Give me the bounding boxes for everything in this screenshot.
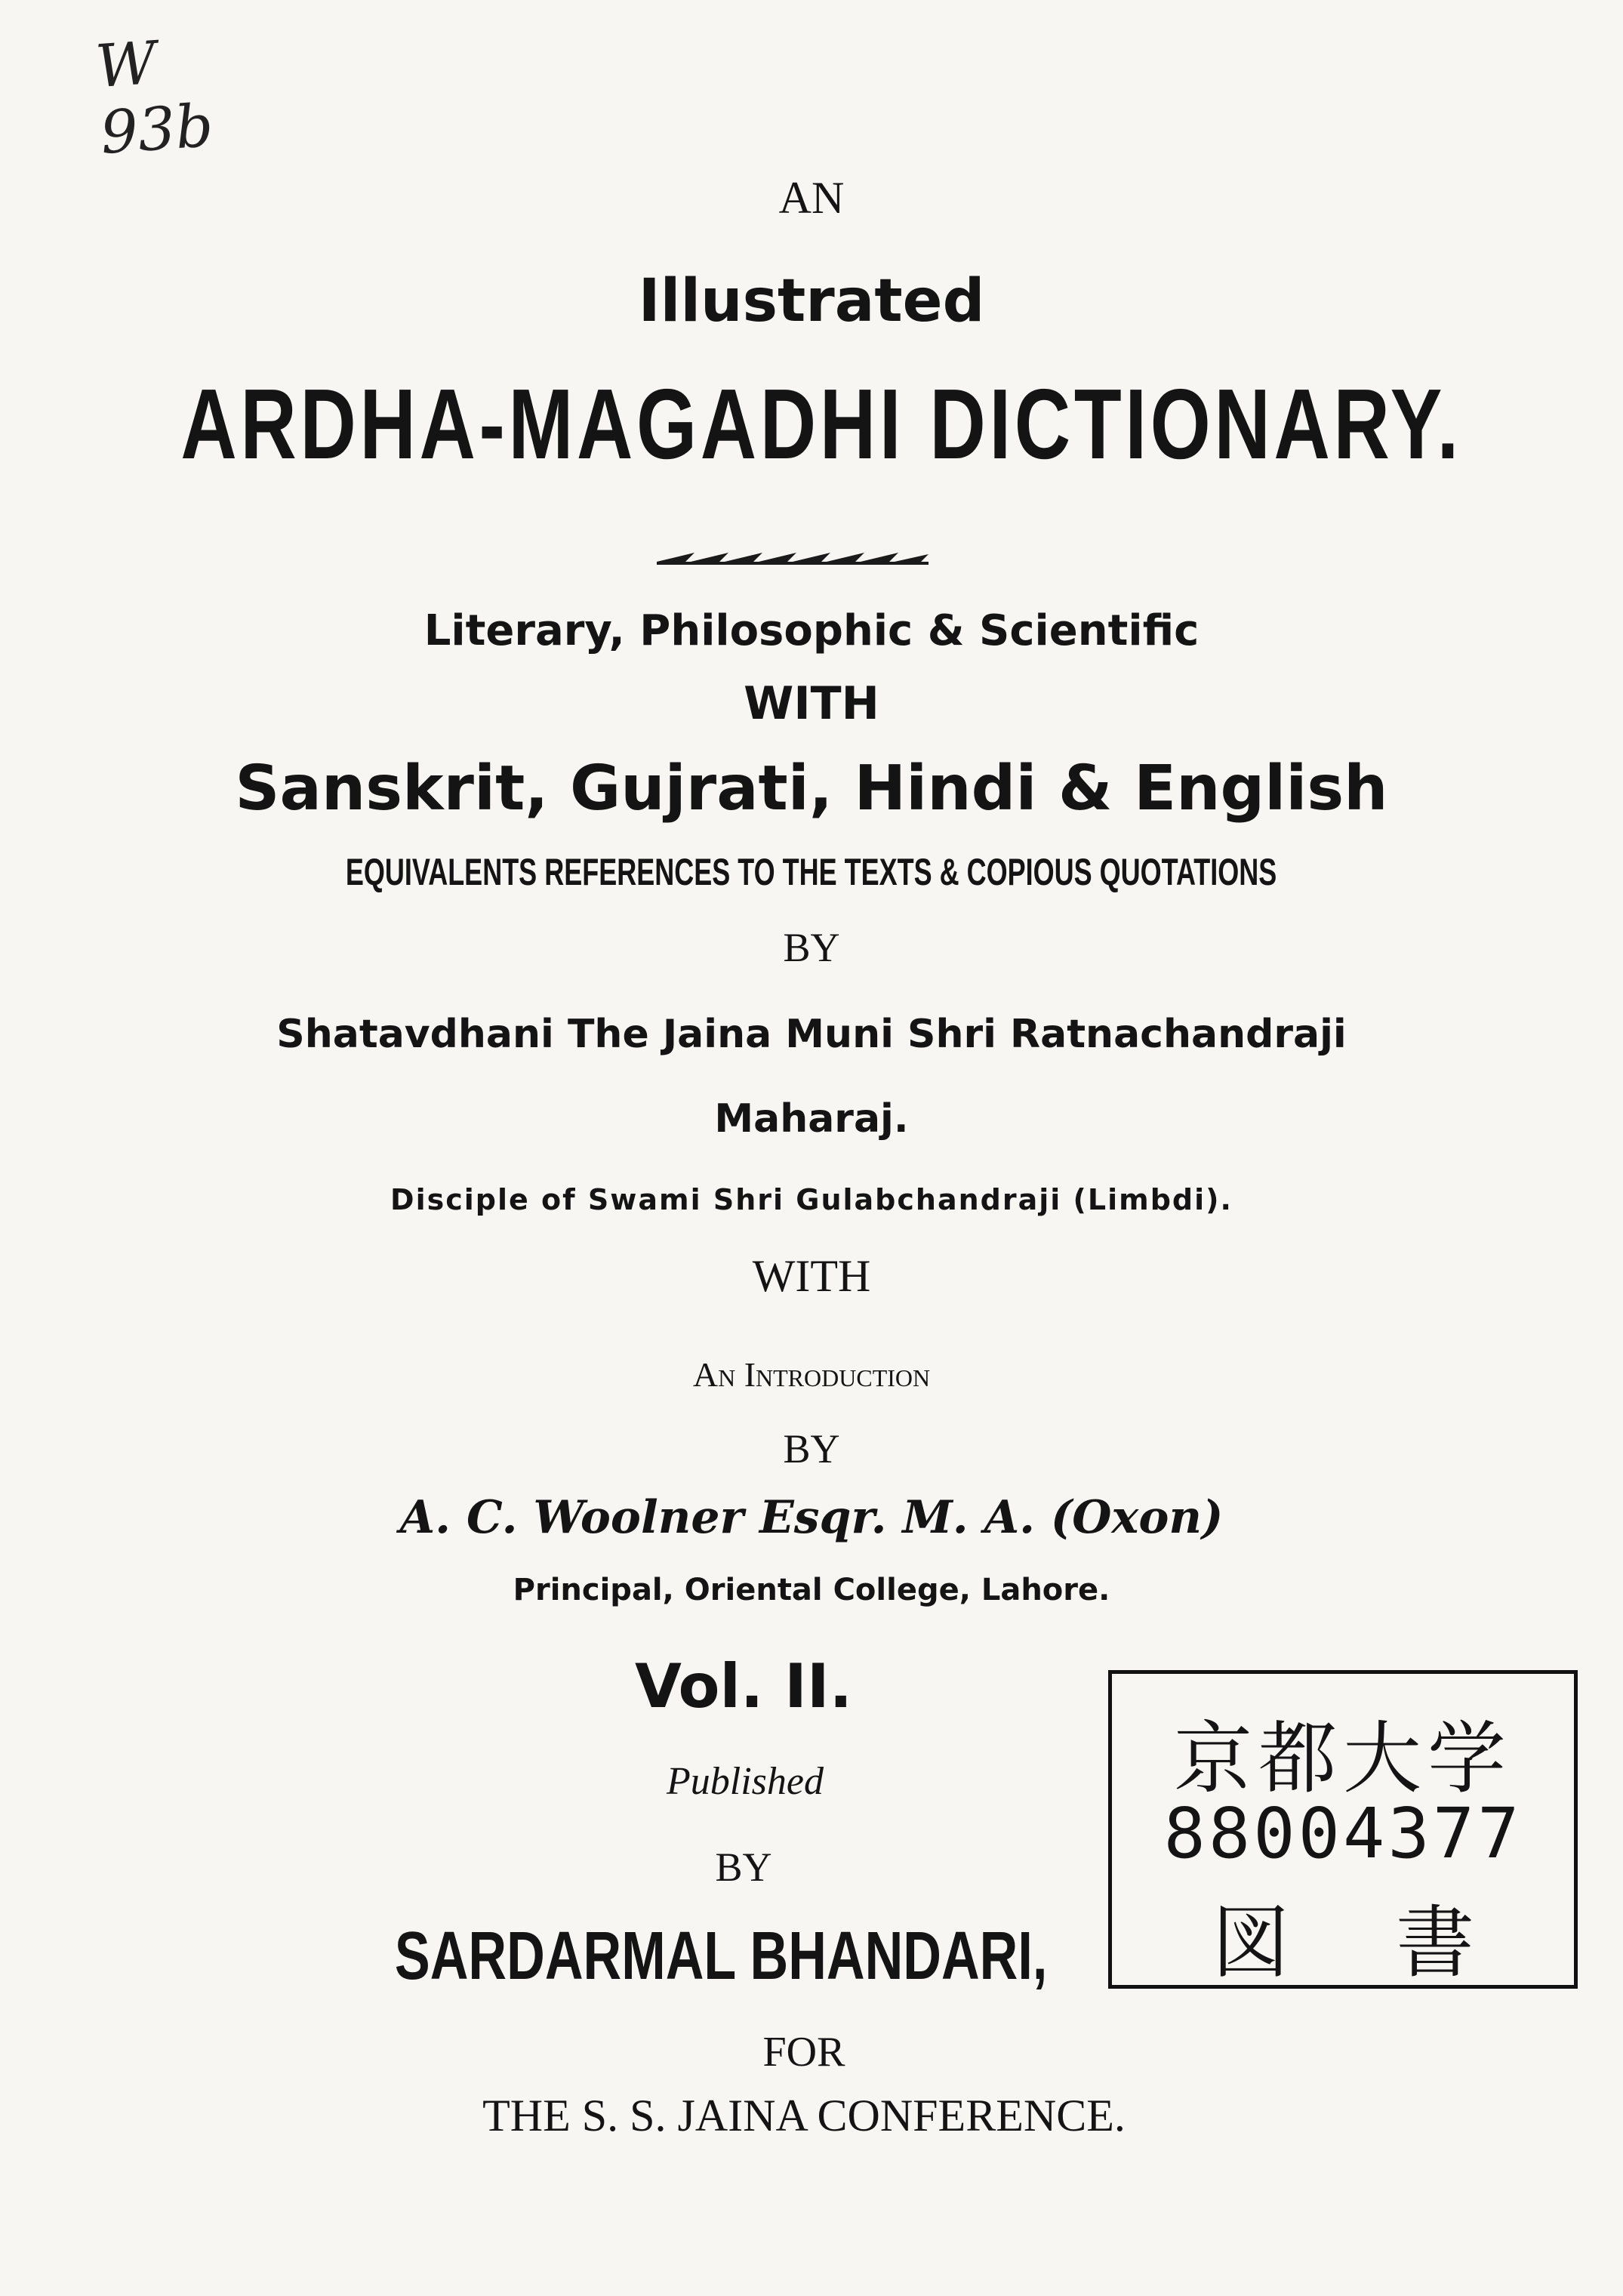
ornament-divider-icon [649,542,936,572]
publisher-name: SARDARMAL BHANDARI, [394,1918,1048,1994]
title-illustrated: Illustrated [638,267,985,335]
stamp-char-1: 図 [1211,1897,1290,1989]
subtitle-literary: Literary, Philosophic & Scientific [423,606,1200,655]
publisher-published: Published [667,1760,824,1803]
main-title-wrap [0,368,1623,479]
intro-with: WITH [752,1251,871,1301]
stamp-number: 88004377 [1163,1793,1523,1874]
subtitle-equivalents: EQUIVALENTS REFERENCES TO THE TEXTS & COPIOUS QUOTATIONS [346,851,1277,893]
intro-by: BY [783,1426,840,1472]
title-an: AN [778,173,845,223]
publisher-org: THE S. S. JAINA CONFERENCE. [482,2091,1126,2140]
author-disciple: Disciple of Swami Shri Gulabchandraji (Limbdi). [390,1183,1233,1216]
stamp-library [1112,1879,1574,1992]
publisher-by: BY [715,1845,772,1890]
shelfmark-line-2: 93b [98,91,216,168]
library-stamp [1108,1670,1578,1989]
stamp-university: 京都大学 [1173,1712,1512,1804]
author-name-line1: Shatavdhani The Jaina Muni Shri Ratnachandraji [276,1012,1347,1057]
volume-number: Vol. II. [634,1651,853,1721]
intro-writer: A. C. Woolner Esqr. M. A. (Oxon) [399,1491,1224,1544]
author-by: BY [783,925,840,970]
subtitle-equivalents-wrap [0,853,1623,891]
subtitle-languages: Sanskrit, Gujrati, Hindi & English [235,753,1388,824]
intro-position: Principal, Oriental College, Lahore. [513,1573,1110,1607]
main-title: ARDHA-MAGADHI DICTIONARY. [180,368,1462,479]
shelfmark-line-1: W [93,29,159,102]
stamp-char-2: 書 [1396,1897,1475,1989]
intro-an-introduction: An Introduction [692,1355,931,1394]
author-name-line2: Maharaj. [714,1096,909,1142]
subtitle-with: WITH [744,677,879,730]
handwritten-shelfmark [94,26,215,167]
publisher-for: FOR [762,2029,845,2076]
